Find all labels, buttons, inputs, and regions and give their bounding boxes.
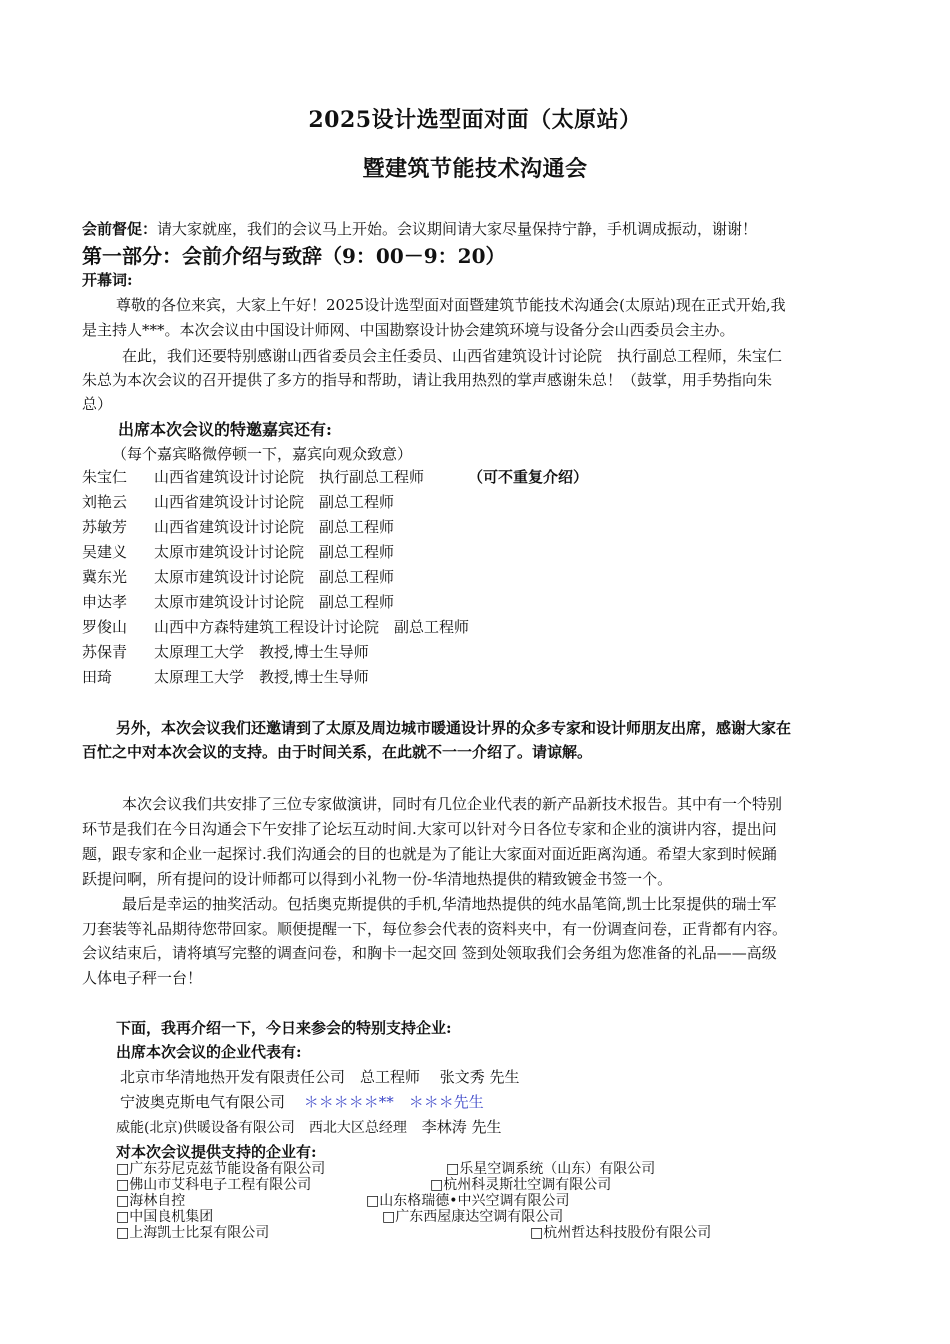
support-company: □杭州哲达科技股份有限公司 (530, 1225, 712, 1241)
additional-line: 另外，本次会议我们还邀请到了太原及周边城市暖通设计界的众多专家和设计师朋友出席，感谢大家在 (116, 719, 792, 737)
reminder-label: 会前督促： (82, 220, 158, 238)
sponsors-intro: 下面，我再介绍一下，今日来参会的特别支持企业: (116, 1019, 452, 1037)
support-company: □广东芬尼克兹节能设备有限公司 (116, 1161, 326, 1177)
page-title: 2025设计选型面对面（太原站） (308, 107, 642, 133)
lottery-line: 刀套装等礼品期待您带回家。顺便提醒一下，每位参会代表的资料夹中，有一份调查问卷，正背都有内容。 (82, 920, 788, 938)
reminder-line (82, 217, 872, 241)
guests-heading: 出席本次会议的特邀嘉宾还有: (118, 420, 332, 439)
guest-note: （可不重复介绍） (468, 468, 589, 486)
support-company: □乐星空调系统（山东）有限公司 (446, 1161, 656, 1177)
lottery-line: 最后是幸运的抽奖活动。包括奥克斯提供的手机,华清地热提供的纯水晶笔筒,凯士比泵提供的瑞士军 (122, 895, 777, 913)
thanks-paragraph-line: 在此，我们还要特别感谢山西省委员会主任委员、山西省建筑设计讨论院 执行副总工程师，朱宝仁 (122, 347, 783, 365)
lottery-line: 会议结束后，请将填写完整的调查问卷，和胸卡一起交回 签到处领取我们会务组为您准备的礼品——高级 (82, 944, 777, 962)
guest-detail: 山西省建筑设计讨论院 副总工程师 (154, 493, 395, 511)
page-subtitle: 暨建筑节能技术沟通会 (362, 156, 588, 182)
reps-heading: 出席本次会议的企业代表有: (116, 1043, 302, 1061)
additional-line: 百忙之中对本次会议的支持。由于时间关系，在此就不一一介绍了。请谅解。 (82, 743, 593, 761)
rep-company: 宁波奥克斯电气有限公司 (120, 1093, 286, 1111)
thanks-paragraph-line: 朱总为本次会议的召开提供了多方的指导和帮助，请让我用热烈的掌声感谢朱总！（鼓掌，用手势指向朱 (82, 371, 773, 389)
guest-name: 苏保青 (82, 643, 128, 661)
support-company: □广东西屋康达空调有限公司 (382, 1209, 564, 1225)
guest-detail: 太原理工大学 教授,博士生导师 (154, 668, 369, 686)
guest-detail: 太原市建筑设计讨论院 副总工程师 (154, 568, 395, 586)
lottery-line: 人体电子秤一台！ (82, 969, 203, 987)
program-line: 跃提问啊，所有提问的设计师都可以得到小礼物一份-华清地热提供的精致镀金书签一个。 (82, 870, 673, 888)
support-company: □山东格瑞德•中兴空调有限公司 (366, 1193, 570, 1209)
reminder-text: 请大家就座，我们的会议马上开始。会议期间请大家尽量保持宁静，手机调成振动，谢谢！ (157, 220, 758, 238)
guest-detail: 山西中方森特建筑工程设计讨论院 副总工程师 (154, 618, 470, 636)
guest-name: 刘艳云 (82, 493, 128, 511)
support-company: □海林自控 (116, 1193, 186, 1209)
guest-name: 朱宝仁 (82, 468, 128, 486)
support-company: □佛山市艾科电子工程有限公司 (116, 1177, 312, 1193)
rep-line (116, 1115, 906, 1140)
guest-detail: 山西省建筑设计讨论院 副总工程师 (154, 518, 395, 536)
support-company: □中国良机集团 (116, 1209, 214, 1225)
guest-detail: 太原市建筑设计讨论院 副总工程师 (154, 593, 395, 611)
opening-paragraph-line: 尊敬的各位来宾，大家上午好！2025设计选型面对面暨建筑节能技术沟通会(太原站)现在正式开始,我 (116, 296, 786, 314)
guest-name: 苏敏芳 (82, 518, 128, 536)
guest-detail: 太原市建筑设计讨论院 副总工程师 (154, 543, 395, 561)
guest-name: 罗俊山 (82, 618, 128, 636)
program-line: 题，跟专家和企业一起探讨.我们沟通会的目的也就是为了能让大家面对面近距离沟通。希望大家到时候踊 (82, 845, 777, 863)
support-heading: 对本次会议提供支持的企业有: (116, 1143, 317, 1161)
guest-name: 田琦 (82, 668, 113, 686)
opening-label: 开幕词: (82, 271, 133, 289)
rep-line: 北京市华清地热开发有限责任公司 总工程师 张文秀 先生 (120, 1068, 520, 1086)
guest-detail: 太原理工大学 教授,博士生导师 (154, 643, 369, 661)
thanks-paragraph-line: 总） (82, 395, 113, 413)
opening-paragraph-line: 是主持人***。本次会议由中国设计师网、中国勘察设计协会建筑环境与设备分会山西委员会主办。 (82, 321, 735, 339)
support-company: □上海凯士比泵有限公司 (116, 1225, 270, 1241)
rep-company: 威能(北京)供暖设备有限公司 西北大区总经理 (116, 1120, 407, 1136)
part1-heading: 第一部分：会前介绍与致辞（9：00－9：20） (82, 244, 506, 268)
guest-detail: 山西省建筑设计讨论院 执行副总工程师 (154, 468, 425, 486)
guest-name: 申达孝 (82, 593, 128, 611)
program-line: 环节是我们在今日沟通会下午安排了论坛互动时间.大家可以针对今日各位专家和企业的演讲内容，提出问 (82, 820, 777, 838)
guest-name: 吴建义 (82, 543, 128, 561)
rep-line (120, 1090, 910, 1114)
program-line: 本次会议我们共安排了三位专家做演讲，同时有几位企业代表的新产品新技术报告。其中有一个特别 (122, 795, 783, 813)
support-company: □杭州科灵斯壮空调有限公司 (430, 1177, 612, 1193)
guests-instruction: （每个嘉宾略微停顿一下，嘉宾向观众致意） (112, 445, 413, 463)
guest-name: 冀东光 (82, 568, 128, 586)
rep-person: 李林涛 先生 (421, 1118, 502, 1136)
rep-person: ＊＊＊＊＊** ＊＊＊先生 (303, 1093, 484, 1111)
